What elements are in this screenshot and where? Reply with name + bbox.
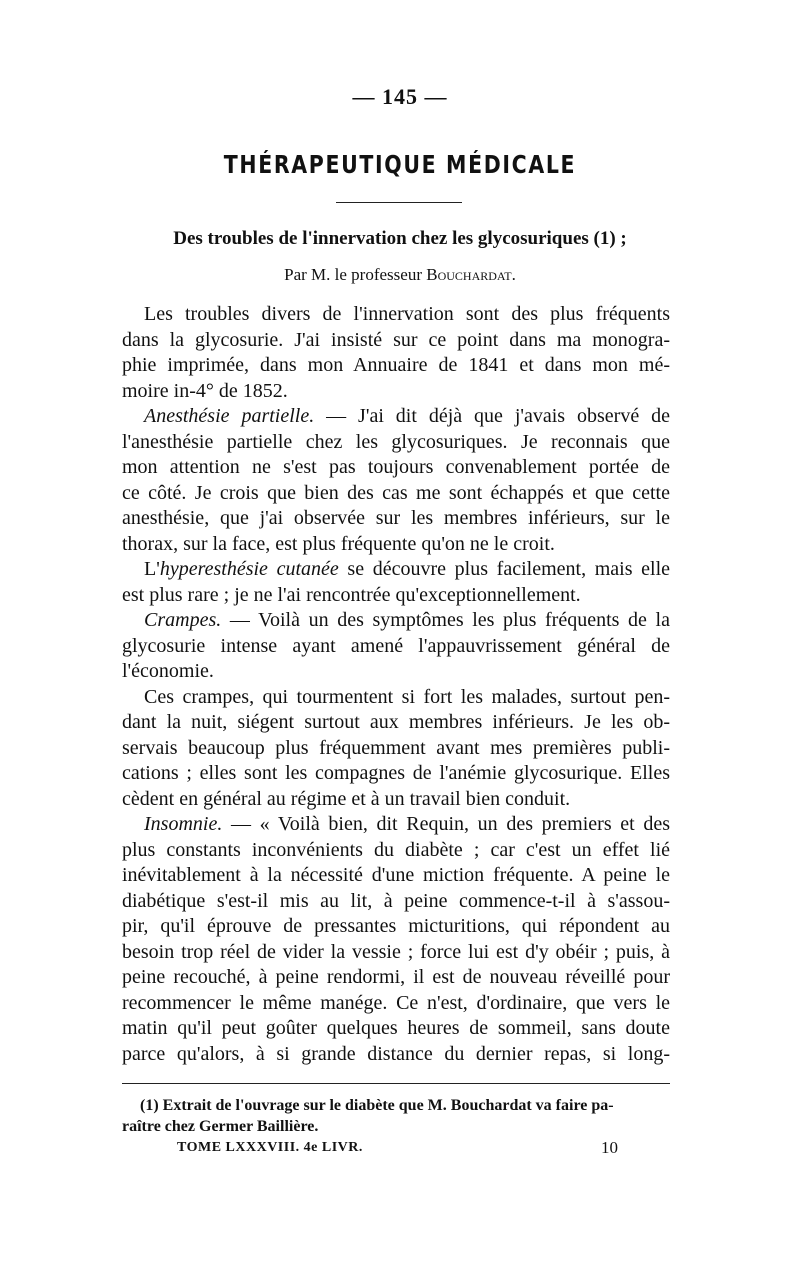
text-run: Les troubles divers de l'innervation sont des plus fréquents (144, 303, 670, 325)
body-line (122, 634, 670, 660)
text-run: l'économie. (122, 660, 214, 682)
article-title: Des troubles de l'innervation chez les glycosuriques (1) ; (173, 228, 627, 249)
text-run: cations ; elles sont les compagnes de l'anémie glycosurique. Elles (122, 762, 670, 784)
body-line (122, 404, 670, 430)
body-line (122, 608, 670, 634)
text-run: Ces crampes, qui tourmentent si fort les malades, surtout pen- (144, 685, 670, 708)
italic-run: Anesthésie partielle. (144, 405, 315, 427)
footnote (122, 1095, 670, 1137)
body-line (122, 710, 670, 736)
footnote-line: raître chez Germer Baillière. (122, 1118, 319, 1135)
byline (0, 265, 800, 285)
text-run: l'anesthésie partielle chez les glycosuriques. Je reconnais que (122, 430, 670, 453)
body-line (122, 787, 670, 813)
body-line (122, 532, 670, 558)
body-line (122, 379, 670, 405)
body-line (122, 481, 670, 507)
page-number: — 145 — (352, 84, 448, 109)
text-run: recommencer le même manége. Ce n'est, d'ordinaire, que vers le (122, 991, 670, 1014)
text-run: matin qu'il peut goûter quelques heures de sommeil, sans doute (122, 1017, 670, 1039)
body-line (122, 838, 670, 864)
text-run: — Voilà un des symptômes les plus fréquents de la (221, 609, 670, 631)
body-line (122, 761, 670, 787)
text-run: est plus rare ; je ne l'ai rencontrée qu'exceptionnellement. (122, 583, 581, 606)
body-line (122, 736, 670, 762)
text-run: phie imprimée, dans mon Annuaire de 1841 et dans mon mé- (122, 354, 670, 376)
byline-author: Bouchardat. (426, 265, 516, 284)
text-run: se découvre plus facilement, mais elle (338, 558, 671, 580)
text-run: cèdent en général au régime et à un travail bien conduit. (122, 787, 571, 810)
article-body (122, 302, 670, 1067)
body-line (122, 965, 670, 991)
title-rule (336, 202, 462, 203)
byline-prefix: Par M. le professeur (284, 265, 427, 284)
footnote-rule (122, 1083, 670, 1084)
footnote-line: (1) Extrait de l'ouvrage sur le diabète que M. Bouchardat va faire pa- (140, 1097, 614, 1114)
body-line (122, 302, 670, 328)
signature-number: 10 (601, 1138, 618, 1157)
body-line (122, 685, 670, 711)
text-run: L' (144, 558, 160, 580)
text-run: moire in-4° de 1852. (122, 379, 288, 402)
text-run: plus constants inconvénients du diabète ; car c'est un effet lié (122, 838, 670, 861)
text-run: mon attention ne s'est pas toujours convenablement portée de (122, 456, 670, 478)
body-line (122, 914, 670, 940)
text-run: peine recouché, à peine rendormi, il est de nouveau réveillé pour (122, 966, 670, 988)
text-run: thorax, sur la face, est plus fréquente qu'on ne le croit. (122, 532, 555, 555)
body-line (122, 430, 670, 456)
text-run: besoin trop réel de vider la vessie ; force lui est d'y obéir ; puis, à (122, 940, 670, 963)
italic-run: Crampes. (144, 609, 222, 631)
text-run: ce côté. Je crois que bien des cas me sont échappés et que cette (122, 481, 670, 504)
body-line (122, 812, 670, 838)
text-run: diabétique s'est-il mis au lit, à peine commence-t-il à s'assou- (122, 889, 670, 912)
text-run: — J'ai dit déjà que j'avais observé de (314, 405, 671, 427)
body-line (122, 455, 670, 481)
body-line (122, 353, 670, 379)
text-run: dant la nuit, siégent surtout aux membres inférieurs. Je les ob- (122, 711, 670, 733)
body-line (122, 506, 670, 532)
body-line (122, 659, 670, 685)
body-line (122, 940, 670, 966)
text-run: pir, qu'il éprouve de pressantes micturitions, qui répondent au (122, 915, 670, 937)
text-run: glycosurie intense ayant amené l'appauvrissement général de (122, 634, 670, 657)
text-run: dans la glycosurie. J'ai insisté sur ce point dans ma monogra- (122, 328, 670, 351)
signature-volume: TOME LXXXVIII. 4e LIVR. (177, 1140, 363, 1155)
body-line (122, 863, 670, 889)
body-line (122, 991, 670, 1017)
text-run: inévitablement à la nécessité d'une miction fréquente. A peine le (122, 864, 670, 886)
text-run: parce qu'alors, à si grande distance du dernier repas, si long- (122, 1042, 670, 1065)
text-run: — « Voilà bien, dit Requin, un des premiers et des (222, 813, 670, 835)
body-line (122, 583, 670, 609)
body-line (122, 889, 670, 915)
text-run: anesthésie, que j'ai observée sur les membres inférieurs, sur le (122, 507, 670, 529)
body-line (122, 557, 670, 583)
body-line (122, 1042, 670, 1068)
body-line (122, 1016, 670, 1042)
text-run: servais beaucoup plus fréquemment avant mes premières publi- (122, 736, 670, 759)
italic-run: Insomnie. (144, 813, 223, 835)
italic-run: hyperesthésie cutanée (159, 558, 339, 580)
section-title: THÉRAPEUTIQUE MÉDICALE (223, 150, 577, 179)
body-line (122, 328, 670, 354)
